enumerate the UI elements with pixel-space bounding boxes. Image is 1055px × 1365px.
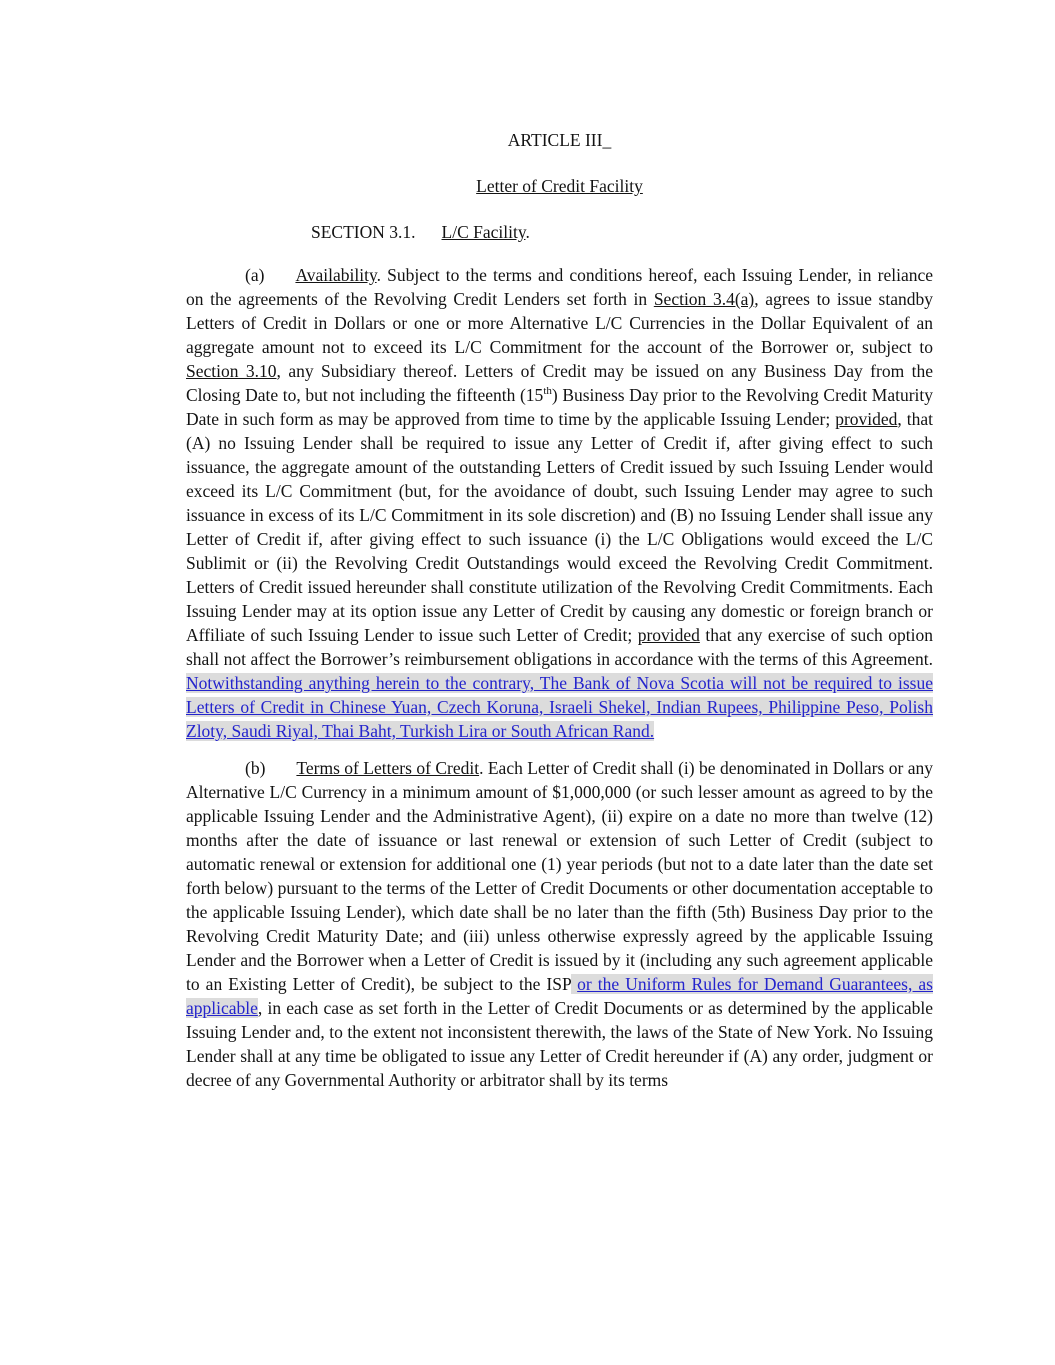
section-number: SECTION 3.1. bbox=[311, 222, 416, 242]
text-run: , in each case as set forth in the Letter of Credit Documents or as determined by the applicable Issuing Lender and, to the extent not inconsistent therewith, the laws of the State of New York. No Issuing Lender shall at any time be obligated to issue any Letter of Credit hereunder if (A) any order, judgment or decree of any Governmental Authority or arbitrator shall by its terms bbox=[186, 998, 933, 1090]
paragraph-a bbox=[186, 263, 933, 743]
defined-term-provided: provided bbox=[835, 409, 898, 429]
text-run: , agrees to issue standby Letters of Credit in Dollars or one or more Alternative L/C Currencies in the Dollar Equivalent of an aggregate amount not to exceed its L/C Commitment for the account of the Borrower or, subject to bbox=[186, 289, 933, 357]
paragraph-b-marker: (b) bbox=[245, 758, 266, 778]
paragraph-a-marker: (a) bbox=[245, 265, 265, 285]
article-title-text: Letter of Credit Facility bbox=[476, 176, 643, 196]
text-run: . Each Letter of Credit shall (i) be denominated in Dollars or any Alternative L/C Currency in a minimum amount of $1,000,000 (or such lesser amount as agreed to by the applicable Issuing Lender and the Administrative Agent), (ii) expire on a date no more than twelve (12) months after the date of issuance or last renewal or extension of such Letter of Credit (subject to automatic renewal or extension for additional one (1) year periods (but not to a date later than the date set forth below) pursuant to the terms of the Letter of Credit Documents or other documentation acceptable to the applicable Issuing Lender), which date shall be no later than the fifth (5th) Business Day prior to the Revolving Credit Maturity Date; and (iii) unless otherwise expressly agreed by the applicable Issuing Lender and the Borrower when a Letter of Credit is issued by it (including any such agreement applicable to an Existing Letter of Credit), be subject to the ISP bbox=[186, 758, 933, 994]
document-content bbox=[186, 128, 933, 1092]
superscript-ordinal: th bbox=[543, 385, 552, 398]
text-run: ) Business Day prior to the Revolving Credit Maturity Date in such form as may be approved from time to time by the applicable Issuing Lender; bbox=[186, 385, 934, 429]
paragraph-b bbox=[186, 756, 933, 1092]
text-run: , any Subsidiary thereof. Letters of Credit may be issued on any Business Day from the Closing Date to, but not including the fifteenth (15 bbox=[186, 361, 933, 405]
defined-term-terms-of-letters-of-credit: Terms of Letters of Credit bbox=[296, 758, 480, 778]
inserted-text-nova-scotia-currencies: Notwithstanding anything herein to the contrary, The Bank of Nova Scotia will not be required to issue Letters of Credit in Chinese Yuan, Czech Koruna, Israeli Shekel, Indian Rupees, Philippine Peso, Polish Zloty, Saudi Riyal, Thai Baht, Turkish Lira or South African Rand. bbox=[186, 673, 933, 741]
defined-term-provided: provided bbox=[637, 625, 700, 645]
text-run: . Subject to the terms and conditions hereof, each Issuing Lender, in reliance on the agreements of the Revolving Credit Lenders set forth in bbox=[186, 265, 933, 309]
cross-reference-section-3-4a: Section 3.4(a) bbox=[653, 289, 755, 309]
text-run: that any exercise of such option shall not affect the Borrower’s reimbursement obligations in accordance with the terms of this Agreement. bbox=[186, 625, 934, 669]
article-heading: ARTICLE III_ bbox=[507, 130, 612, 150]
inserted-text-uniform-rules: or the Uniform Rules for Demand Guarantees, as applicable bbox=[186, 974, 933, 1018]
section-heading bbox=[186, 220, 933, 244]
section-title-period: . bbox=[525, 222, 530, 242]
article-title bbox=[186, 174, 933, 198]
defined-term-availability: Availability bbox=[295, 265, 377, 285]
cross-reference-section-3-10: Section 3.10 bbox=[186, 361, 277, 381]
section-title: L/C Facility bbox=[441, 222, 526, 242]
text-run: , that (A) no Issuing Lender shall be required to issue any Letter of Credit if, after giving effect to such issuance, the aggregate amount of the outstanding Letters of Credit issued by such Issuing Lender would exceed its L/C Commitment (but, for the avoidance of doubt, such Issuing Lender may agree to such issuance in excess of its L/C Commitment in its sole discretion) and (B) no Issuing Lender shall issue any Letter of Credit if, after giving effect to such issuance (i) the L/C Obligations would exceed the L/C Sublimit or (ii) the Revolving Credit Outstandings would exceed the Revolving Credit Commitment. Letters of Credit issued hereunder shall constitute utilization of the Revolving Credit Commitments. Each Issuing Lender may at its option issue any Letter of Credit by causing any domestic or foreign branch or Affiliate of such Issuing Lender to issue such Letter of Credit; bbox=[186, 409, 933, 645]
